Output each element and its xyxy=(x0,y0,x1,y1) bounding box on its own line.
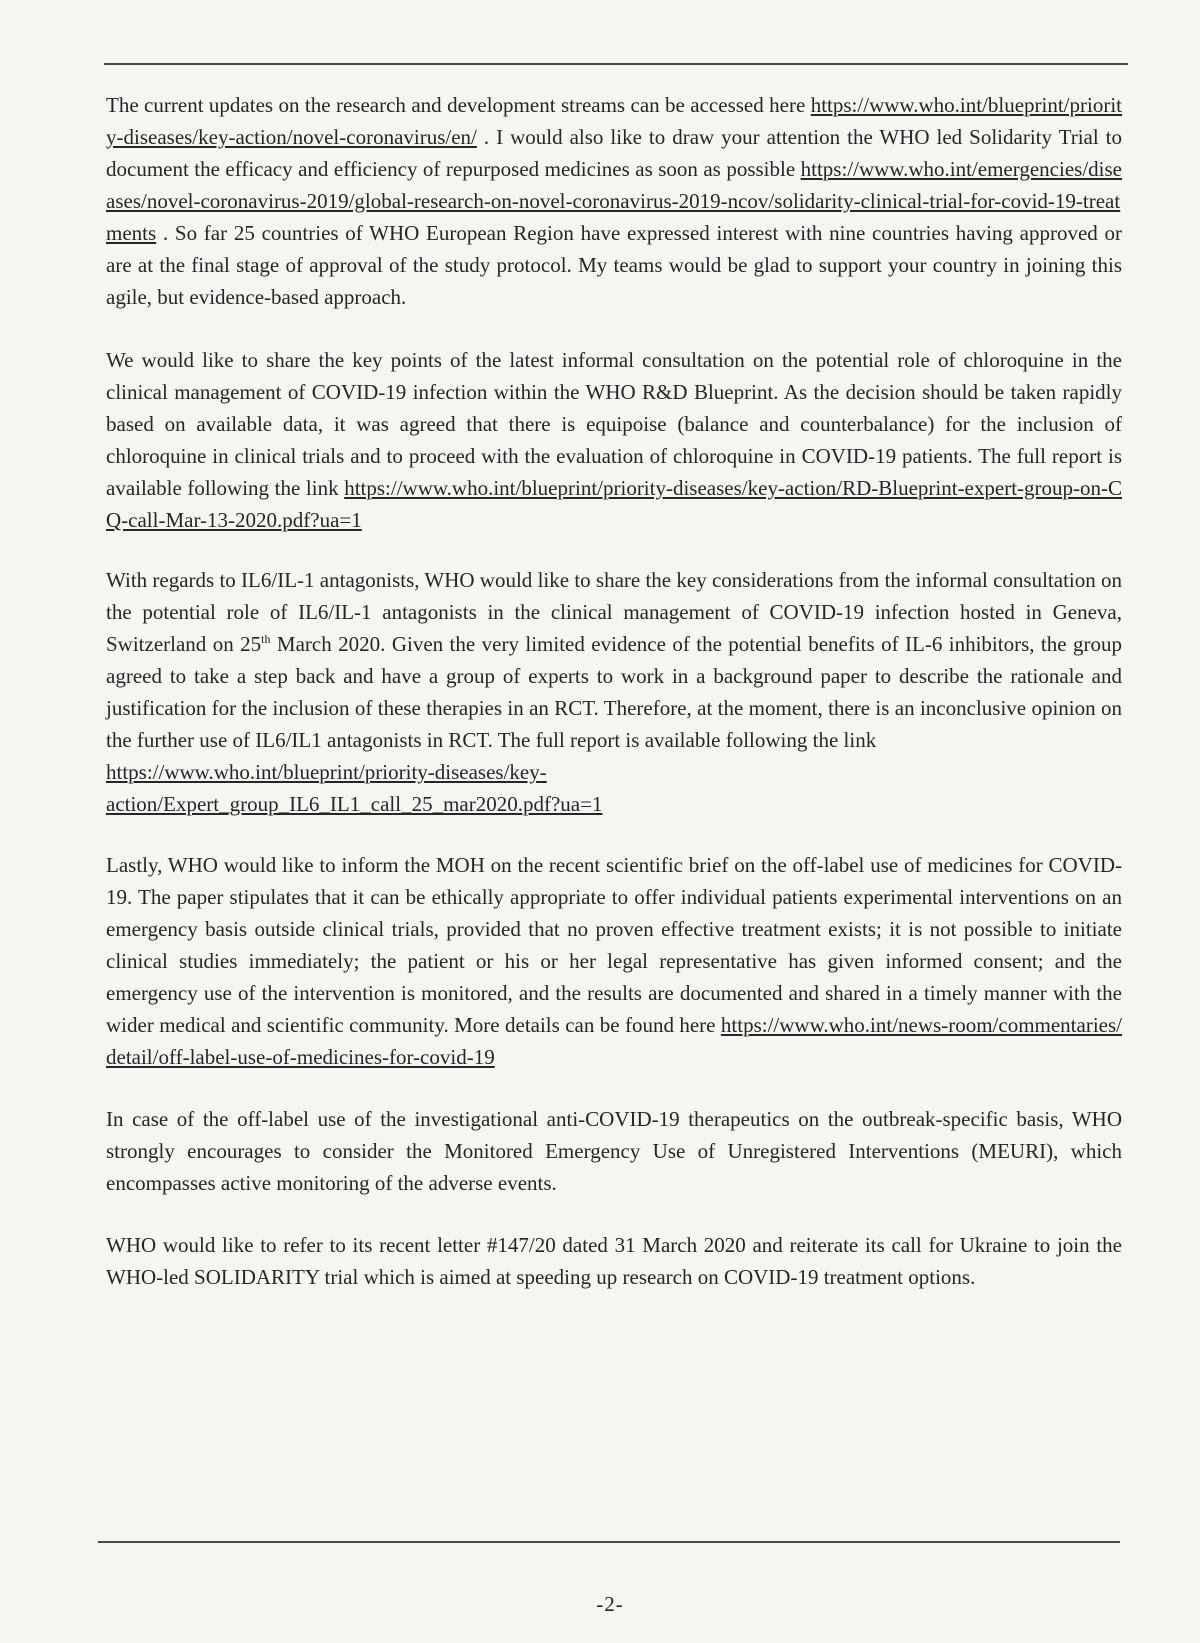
top-rule xyxy=(104,63,1128,65)
bottom-rule xyxy=(98,1541,1120,1543)
paragraph-chloroquine xyxy=(106,344,1122,536)
paragraph-ukraine-solidarity: WHO would like to refer to its recent letter #147/20 dated 31 March 2020 and reiterate its call for Ukraine to join the WHO-led SOLIDARITY trial which is aimed at speeding up research on COVID-19 treatment options. xyxy=(106,1233,1122,1289)
paragraph-text: Lastly, WHO would like to inform the MOH on the recent scientific brief on the off-label use of medicines for COVID-19. The paper stipulates that it can be ethically appropriate to offer individual patients experimental interventions on an emergency basis outside clinical trials, provided that no proven effective treatment exists; it is not possible to initiate clinical studies immediately; the patient or his or her legal representative has given informed consent; and the emergency use of the intervention is monitored, and the results are documented and shared in a timely manner with the wider medical and scientific community. More details can be found here xyxy=(106,853,1122,1037)
letter-body xyxy=(106,89,1122,1293)
page-number: -2- xyxy=(596,1592,624,1616)
novel-coronavirus-link[interactable]: https://www.who.int/blueprint/priority-diseases/key-action/novel-coronavirus/en/ xyxy=(106,93,1123,149)
solidarity-trial-link[interactable]: https://www.who.int/emergencies/diseases/novel-coronavirus-2019/global-research-on-novel-coronavirus-2019-ncov/solidarity-clinical-trial-for-covid-19-treatments xyxy=(106,157,1122,245)
il6-report-link-line-2[interactable]: action/Expert_group_IL6_IL1_call_25_mar2020.pdf?ua=1 xyxy=(106,792,603,816)
off-label-use-link[interactable]: https://www.who.int/news-room/commentaries/detail/off-label-use-of-medicines-for-covid-19 xyxy=(106,1013,1122,1069)
chloroquine-report-link[interactable]: https://www.who.int/blueprint/priority-diseases/key-action/RD-Blueprint-expert-group-on-CQ-call-Mar-13-2020.pdf?ua=1 xyxy=(106,476,1123,532)
ordinal-suffix: th xyxy=(261,632,271,646)
paragraph-text: March 2020. Given the very limited evidence of the potential benefits of IL-6 inhibitors, the group agreed to take a step back and have a group of experts to work in a background paper to describe the rationale and justification for the inclusion of these therapies in an RCT. Therefore, at the moment, there is an inconclusive opinion on the further use of IL6/IL1 antagonists in RCT. The full report is available following the link xyxy=(106,632,1122,752)
paragraph-research-updates xyxy=(106,89,1122,313)
paragraph-off-label xyxy=(106,849,1122,1073)
paragraph-text: . So far 25 countries of WHO European Region have expressed interest with nine countries having approved or are at the final stage of approval of the study protocol. My teams would be glad to support your country in joining this agile, but evidence-based approach. xyxy=(106,221,1122,309)
paragraph-text: The current updates on the research and development streams can be accessed here xyxy=(106,93,806,117)
paragraph-text: We would like to share the key points of the latest informal consultation on the potential role of chloroquine in the clinical management of COVID-19 infection within the WHO R&D Blueprint. As the decision should be taken rapidly based on available data, it was agreed that there is equipoise (balance and counterbalance) for the inclusion of chloroquine in clinical trials and to proceed with the evaluation of chloroquine in COVID-19 patients. The full report is available following the link xyxy=(106,348,1122,500)
paragraph-meuri: In case of the off-label use of the investigational anti-COVID-19 therapeutics on the outbreak-specific basis, WHO strongly encourages to consider the Monitored Emergency Use of Unregistered Interventions (MEURI), which encompasses active monitoring of the adverse events. xyxy=(106,1107,1122,1195)
paragraph-il6-il1 xyxy=(106,564,1122,820)
paragraph-text: . I would also like to draw your attention the WHO led Solidarity Trial to document the efficacy and efficiency of repurposed medicines as soon as possible xyxy=(106,125,1123,181)
il6-report-link-line-1[interactable]: https://www.who.int/blueprint/priority-diseases/key- xyxy=(106,760,547,784)
paragraph-text: With regards to IL6/IL-1 antagonists, WHO would like to share the key considerations from the informal consultation on the potential role of IL6/IL-1 antagonists in the clinical management of COVID-19 infection hosted in Geneva, Switzerland on 25 xyxy=(106,568,1122,656)
